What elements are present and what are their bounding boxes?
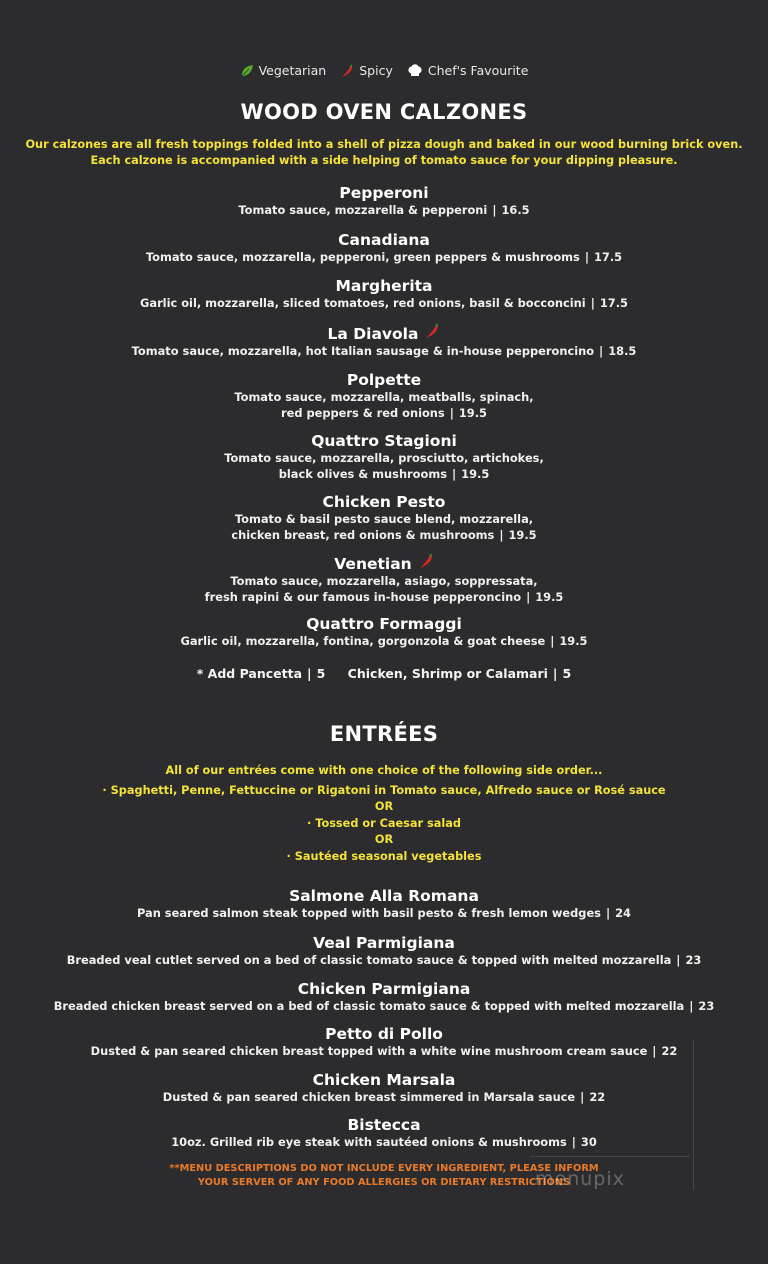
allergy-disclaimer: **MENU DESCRIPTIONS DO NOT INCLUDE EVERY INGREDIENT, PLEASE INFORM YOUR SERVER OF ANY FOOD ALLERGIES OR DIETARY RESTRICTIONS <box>169 1163 599 1188</box>
divider <box>693 1040 694 1190</box>
item-description: Tomato sauce, mozzarella, pepperoni, green peppers & mushrooms | 17.5 <box>145 250 623 264</box>
item-price: 19.5 <box>559 634 588 648</box>
item-name: Polpette <box>346 371 422 389</box>
menu-item <box>0 614 768 650</box>
item-name: Veal Parmigiana <box>313 934 455 952</box>
item-name: Salmone Alla Romana <box>289 887 479 905</box>
side-option-salad: · Tossed or Caesar salad <box>307 817 461 830</box>
menu-item <box>0 230 768 266</box>
menu-item <box>0 979 768 1015</box>
item-description: Tomato & basil pesto sauce blend, mozzarella, <box>234 512 534 526</box>
item-description: Tomato sauce, mozzarella, prosciutto, artichokes, <box>224 451 544 465</box>
menu-item <box>0 276 768 312</box>
side-option-vegetables: · Sautéed seasonal vegetables <box>286 850 482 863</box>
menu-item <box>0 1024 768 1060</box>
item-name: Margherita <box>335 277 433 295</box>
item-name: Petto di Pollo <box>325 1025 443 1043</box>
item-description: fresh rapini & our famous in-house pepperoncino | 19.5 <box>204 589 564 604</box>
item-price: 18.5 <box>608 344 637 358</box>
chili-pepper-icon <box>424 323 440 344</box>
item-description: Pan seared salmon steak topped with basil pesto & fresh lemon wedges | 24 <box>137 906 631 920</box>
item-description: Dusted & pan seared chicken breast topped with a white wine mushroom cream sauce | 22 <box>90 1044 678 1058</box>
menu-item <box>0 370 768 421</box>
legend-chef: Chef's Favourite <box>407 63 529 78</box>
legend-vegetarian: Vegetarian <box>240 63 327 78</box>
menu-item <box>0 886 768 922</box>
item-description: Dusted & pan seared chicken breast simmered in Marsala sauce | 22 <box>162 1090 606 1104</box>
watermark: menupix <box>535 1168 625 1190</box>
menu-item <box>0 431 768 482</box>
item-price: 19.5 <box>461 466 490 481</box>
chef-hat-icon <box>407 64 423 78</box>
menu-item <box>0 1115 768 1151</box>
item-price: 23 <box>685 953 702 967</box>
item-description: Breaded veal cutlet served on a bed of classic tomato sauce & topped with melted mozzarella | 23 <box>66 953 702 967</box>
menu-item <box>0 323 768 360</box>
item-name: Chicken Pesto <box>322 493 446 511</box>
item-description: red peppers & red onions | 19.5 <box>281 405 487 420</box>
menu-item <box>0 933 768 969</box>
item-price: 30 <box>580 1135 597 1149</box>
calzones-intro: Our calzones are all fresh toppings folded into a shell of pizza dough and baked in our wood burning brick oven. Each calzone is accompanied with a side helping of tomato sauce for your dipping pleasure. <box>25 138 743 167</box>
menu-item <box>0 1070 768 1106</box>
item-price: 22 <box>589 1090 606 1104</box>
calzones-title: WOOD OVEN CALZONES <box>240 100 528 124</box>
legend <box>0 63 768 78</box>
item-name: La Diavola <box>0 323 768 344</box>
item-name: Chicken Marsala <box>312 1071 456 1089</box>
item-name: Venetian <box>0 553 768 574</box>
item-description: Tomato sauce, mozzarella & pepperoni | 16.5 <box>238 203 530 217</box>
item-price: 17.5 <box>599 296 628 310</box>
item-name: Bistecca <box>347 1116 421 1134</box>
item-description: black olives & mushrooms | 19.5 <box>278 466 490 481</box>
item-price: 19.5 <box>458 405 487 420</box>
leaf-icon <box>240 64 254 78</box>
item-description: Garlic oil, mozzarella, fontina, gorgonzola & goat cheese | 19.5 <box>180 634 588 648</box>
item-description: Tomato sauce, mozzarella, hot Italian sausage & in-house pepperoncino | 18.5 <box>131 344 637 358</box>
item-description: 10oz. Grilled rib eye steak with sautéed onions & mushrooms | 30 <box>171 1135 597 1149</box>
item-description: chicken breast, red onions & mushrooms | 19.5 <box>231 527 537 542</box>
item-name: Chicken Parmigiana <box>297 980 471 998</box>
menu-item <box>0 183 768 219</box>
menu-item <box>0 492 768 543</box>
item-description: Garlic oil, mozzarella, sliced tomatoes, red onions, basil & bocconcini | 17.5 <box>140 296 628 310</box>
item-price: 16.5 <box>501 203 530 217</box>
side-option-pasta: · Spaghetti, Penne, Fettuccine or Rigatoni in Tomato sauce, Alfredo sauce or Rosé sauce <box>102 784 666 797</box>
or-divider: OR <box>374 833 394 846</box>
entrees-title: ENTRÉES <box>329 722 439 746</box>
chili-pepper-icon <box>340 64 354 78</box>
item-description: Breaded chicken breast served on a bed of classic tomato sauce & topped with melted mozzarella | 23 <box>53 999 715 1013</box>
item-name: Pepperoni <box>339 184 429 202</box>
addon-pancetta: * Add Pancetta | 5 <box>196 666 326 681</box>
chili-pepper-icon <box>418 553 434 574</box>
item-price: 24 <box>615 906 631 920</box>
item-price: 19.5 <box>508 527 537 542</box>
item-price: 22 <box>661 1044 678 1058</box>
addon-protein: Chicken, Shrimp or Calamari | 5 <box>347 666 572 681</box>
or-divider: OR <box>374 800 394 813</box>
item-price: 19.5 <box>535 589 564 604</box>
item-name: Quattro Stagioni <box>311 432 457 450</box>
entrees-intro: All of our entrées come with one choice of the following side order... <box>165 764 603 777</box>
item-description: Tomato sauce, mozzarella, asiago, soppressata, <box>230 574 538 588</box>
item-name: Quattro Formaggi <box>306 615 462 633</box>
item-description: Tomato sauce, mozzarella, meatballs, spinach, <box>234 390 534 404</box>
item-price: 17.5 <box>593 250 623 264</box>
legend-spicy: Spicy <box>340 63 393 78</box>
menu-item <box>0 553 768 605</box>
item-price: 23 <box>698 999 715 1013</box>
divider <box>530 1156 690 1157</box>
calzone-addons <box>0 666 768 681</box>
item-name: Canadiana <box>338 231 430 249</box>
